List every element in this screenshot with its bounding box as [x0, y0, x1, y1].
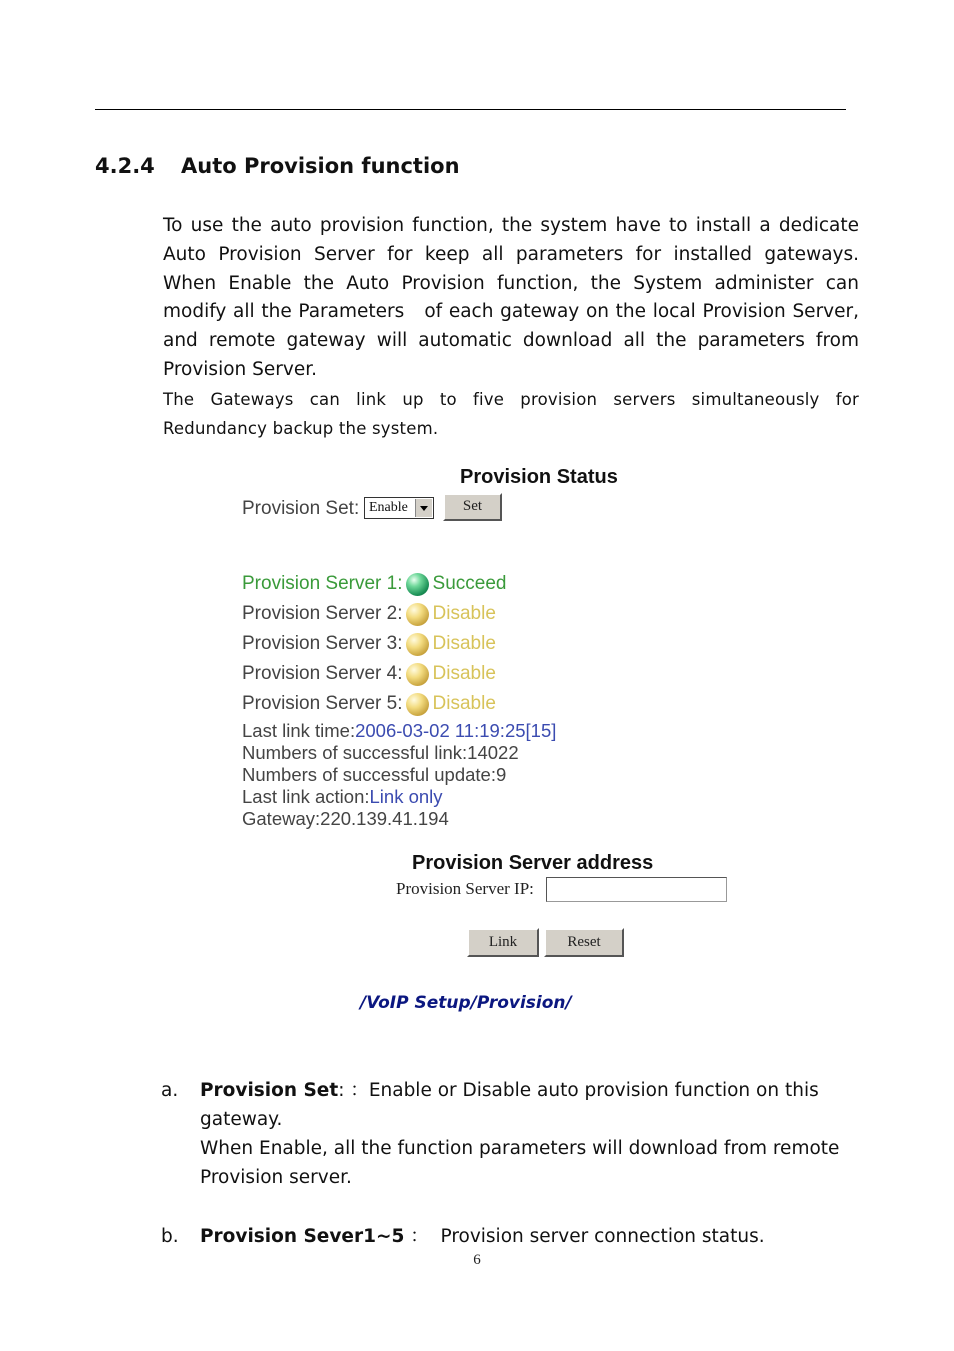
green-orb-icon: [406, 573, 429, 596]
server-status: Disable: [432, 693, 496, 714]
successful-update-count: [242, 764, 506, 786]
provision-server-ip-input[interactable]: [546, 877, 727, 902]
yellow-orb-icon: [406, 663, 429, 686]
page-number: 6: [473, 1252, 481, 1268]
item-text: Provision server connection status.: [440, 1226, 765, 1247]
server-status: Disable: [432, 633, 496, 654]
intro-paragraph: To use the auto provision function, the system have to install a dedicate Auto Provision Server for keep all parameters for installed gateways. When Enable the Auto Provision function, the System administer can modify all the Parameters of each gateway on the local Provision Server, and remote gateway will automatic download all the parameters from Provision Server.: [163, 215, 859, 380]
set-button[interactable]: Set: [443, 493, 502, 521]
reset-button[interactable]: Reset: [544, 928, 624, 957]
successful-link-count: [242, 742, 519, 764]
server-row-2: [242, 601, 496, 627]
server-status: Disable: [432, 603, 496, 624]
last-link-time-value: 2006-03-02 11:19:25[15]: [355, 720, 557, 741]
server-label: Provision Server 4:: [242, 663, 403, 684]
item-separator: : ：: [338, 1080, 369, 1101]
provision-set-value: Enable: [369, 500, 408, 515]
server-label: Provision Server 1:: [242, 573, 403, 594]
link-button[interactable]: Link: [467, 928, 539, 957]
header-rule: [95, 109, 846, 110]
server-row-5: [242, 691, 496, 717]
server-status: Disable: [432, 663, 496, 684]
last-link-action: [242, 786, 443, 808]
list-marker: b.: [161, 1226, 179, 1247]
successful-link-value: 14022: [467, 742, 519, 763]
item-term: Provision Sever1~5: [200, 1226, 405, 1247]
successful-update-value: 9: [496, 764, 507, 785]
list-marker: a.: [161, 1080, 179, 1101]
section-number: 4.2.4: [95, 154, 155, 178]
chevron-down-icon[interactable]: [415, 499, 432, 517]
server-label: Provision Server 2:: [242, 603, 403, 624]
list-item: [161, 1222, 861, 1251]
section-heading: [95, 154, 460, 178]
item-term: Provision Set: [200, 1080, 339, 1101]
server-label: Provision Server 3:: [242, 633, 403, 654]
provision-server-ip-label: Provision Server IP:: [396, 879, 534, 898]
yellow-orb-icon: [406, 693, 429, 716]
server-label: Provision Server 5:: [242, 693, 403, 714]
server-row-1: [242, 571, 506, 597]
last-link-time-label: Last link time:: [242, 720, 356, 741]
redundancy-paragraph: The Gateways can link up to five provision servers simultaneously for Redundancy backup the system.: [163, 390, 859, 438]
provision-set-select[interactable]: [364, 497, 434, 519]
server-status: Succeed: [432, 573, 507, 594]
gateway-address: [242, 808, 449, 830]
last-link-action-label: Last link action:: [242, 786, 370, 807]
gateway-label: Gateway:: [242, 808, 321, 829]
yellow-orb-icon: [406, 603, 429, 626]
server-row-4: [242, 661, 496, 687]
figure-caption: /VoIP Setup/Provision/: [360, 993, 572, 1013]
provision-status-title: Provision Status: [460, 466, 618, 488]
yellow-orb-icon: [406, 633, 429, 656]
last-link-time: [242, 720, 556, 742]
item-separator: ：: [404, 1226, 441, 1247]
provision-server-address-title: Provision Server address: [412, 852, 654, 874]
item-text-secondary: When Enable, all the function parameters will download from remote Provision server.: [200, 1138, 840, 1188]
section-title: Auto Provision function: [181, 154, 460, 178]
server-row-3: [242, 631, 496, 657]
gateway-value: 220.139.41.194: [320, 808, 449, 829]
provision-screenshot: [230, 460, 750, 965]
last-link-action-value: Link only: [369, 786, 443, 807]
list-item: [161, 1076, 861, 1192]
successful-link-label: Numbers of successful link:: [242, 742, 468, 763]
successful-update-label: Numbers of successful update:: [242, 764, 496, 785]
item-text: Enable or Disable auto provision function on this gateway.: [200, 1080, 819, 1130]
provision-set-label: Provision Set:: [242, 498, 360, 519]
